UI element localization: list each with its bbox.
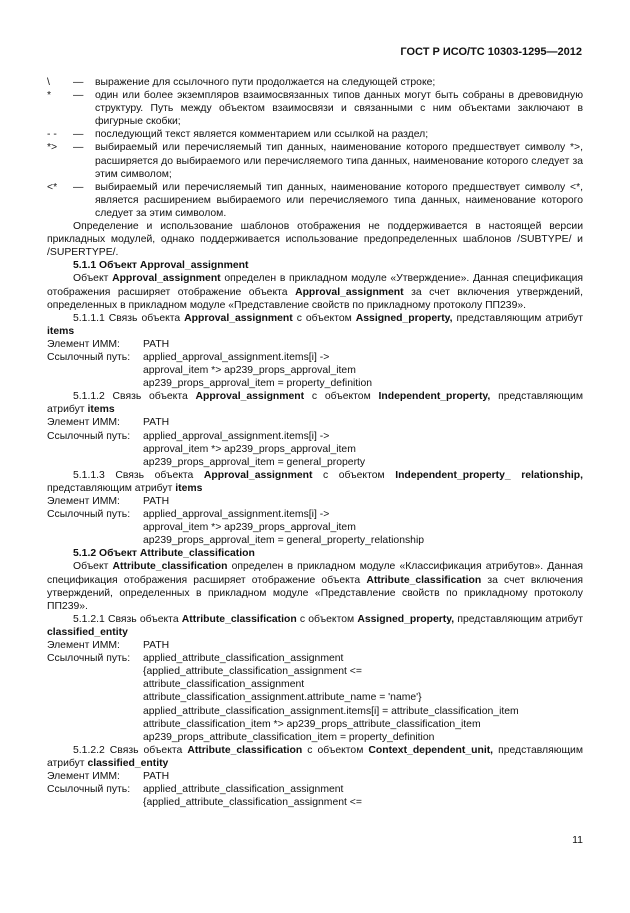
symbol-row xyxy=(47,76,583,89)
path-label: Ссылочный путь: xyxy=(47,351,131,363)
entity-name: Attribute_classification xyxy=(181,613,297,625)
element-row xyxy=(47,770,583,783)
text-run: представляющим атрибут xyxy=(452,312,583,324)
symbol-description: выражение для ссылочного пути продолжается на следующей строке; xyxy=(95,77,436,88)
text-run: 5.1.1.1 Связь объекта xyxy=(73,312,185,324)
path-label: Ссылочный путь: xyxy=(47,653,131,665)
symbol-dash: — xyxy=(73,90,84,102)
path-row xyxy=(47,508,583,521)
path-line: applied_attribute_classification_assignment xyxy=(143,784,344,796)
path-row xyxy=(47,351,583,364)
element-row xyxy=(47,639,583,652)
entity-name: Approval_assignment xyxy=(195,391,305,403)
page-content xyxy=(47,76,583,809)
entity-name: Assigned_property, xyxy=(357,613,455,625)
symbol-row xyxy=(47,89,583,128)
symbol: \ xyxy=(47,77,50,88)
symbol-description: один или более экземпляров взаимосвязанных типов данных могут быть собраны в древовидную структуру. Путь между объектом взаимосвязи и связанными с ним объектами заключают в фигурные скобки; xyxy=(95,90,583,128)
path-label: Ссылочный путь: xyxy=(47,784,131,796)
text-run: с объектом xyxy=(312,469,396,481)
path-line: applied_approval_assignment.items[i] -> xyxy=(143,509,330,521)
symbol-dash: — xyxy=(73,77,84,88)
path-line: ap239_props_approval_item = property_definition xyxy=(143,378,373,390)
path-line: applied_attribute_classification_assignment.items[i] = attribute_classification_item xyxy=(143,705,519,717)
path-line: approval_item *> ap239_props_approval_item xyxy=(143,365,356,377)
text-run: определен в прикладном модуле «Утверждение». Данная спецификация отображения расширяет отображение объекта xyxy=(47,273,583,298)
entity-name: Attribute_classification xyxy=(187,744,303,756)
path-line: applied_approval_assignment.items[i] -> xyxy=(143,351,330,363)
symbol: - - xyxy=(47,129,57,141)
entity-name: Approval_assignment xyxy=(203,469,313,481)
symbol: *> xyxy=(47,142,58,154)
element-label: Элемент ИММ: xyxy=(47,640,120,652)
path-line: approval_item *> ap239_props_approval_item xyxy=(143,443,356,455)
symbol-row xyxy=(47,181,583,220)
entity-name: Context_dependent_unit, xyxy=(368,744,494,756)
path-line: attribute_classification_assignment xyxy=(143,679,305,691)
element-label: Элемент ИММ: xyxy=(47,417,120,429)
symbol-description: последующий текст является комментарием или ссылкой на раздел; xyxy=(95,129,429,141)
page-number: 11 xyxy=(572,834,583,846)
subsection-heading xyxy=(47,312,583,338)
text-run: представляющим атрибут xyxy=(454,613,583,625)
text-run: 5.1.2.1 Связь объекта xyxy=(73,613,182,625)
path-row xyxy=(47,783,583,796)
path-line: approval_item *> ap239_props_approval_item xyxy=(143,522,356,534)
element-label: Элемент ИММ: xyxy=(47,770,120,782)
attribute-name: classified_entity xyxy=(47,626,128,638)
path-line: applied_approval_assignment.items[i] -> xyxy=(143,430,330,442)
symbol-row xyxy=(47,141,583,180)
element-value: PATH xyxy=(143,770,170,782)
section-paragraph xyxy=(47,272,583,311)
text-run: Объект xyxy=(73,273,113,285)
section-heading-text: 5.1.2 Объект Attribute_classification xyxy=(73,548,255,560)
element-value: PATH xyxy=(143,417,170,429)
subsection-heading xyxy=(47,744,583,770)
section-heading-text: 5.1.1 Объект Approval_assignment xyxy=(73,260,249,272)
symbol-dash: — xyxy=(73,181,84,193)
attribute-name: classified_entity xyxy=(87,757,169,769)
symbol-description: выбираемый или перечисляемый тип данных, наименование которого предшествует символу <*, является расширением выбираемого или перечисляемого типа данных, наименование которого следует за этим символом. xyxy=(95,181,583,219)
intro-paragraph: Определение и использование шаблонов отображения не поддерживается в настоящей версии прикладных модулей, однако поддерживается использование предопределенных шаблонов /SUBTYPE/ и /SUPERTYPE/. xyxy=(47,221,583,259)
text-run: представляющим атрибут xyxy=(47,482,176,494)
section-paragraph xyxy=(47,560,583,612)
path-row xyxy=(47,652,583,665)
text-run: 5.1.1.3 Связь объекта xyxy=(73,469,204,481)
entity-name: Approval_assignment xyxy=(112,273,221,285)
element-row xyxy=(47,416,583,429)
path-line: ap239_props_approval_item = general_property xyxy=(143,456,366,468)
text-run: Объект xyxy=(73,561,113,573)
section-heading xyxy=(47,259,583,272)
entity-name: Independent_property, xyxy=(378,391,491,403)
symbol-dash: — xyxy=(73,142,84,154)
text-run: представляющим атрибут xyxy=(47,744,583,769)
text-run: с объектом xyxy=(296,613,358,625)
text-run: представляющим атрибут xyxy=(47,391,583,416)
subsection-heading xyxy=(47,613,583,639)
path-row xyxy=(47,430,583,443)
subsection-heading xyxy=(47,469,583,495)
path-label: Ссылочный путь: xyxy=(47,430,131,442)
attribute-name: items xyxy=(47,325,75,337)
path-line: {applied_attribute_classification_assignment <= xyxy=(143,666,362,678)
symbol-description: выбираемый или перечисляемый тип данных, наименование которого предшествует символу *>, расширяется до выбираемого или перечисляемого типа данных, наименование которого следует за этим символом; xyxy=(95,142,583,180)
entity-name: Attribute_classification xyxy=(366,574,482,586)
symbol: <* xyxy=(47,181,58,193)
path-line: attribute_classification_item *> ap239_props_attribute_classification_item xyxy=(143,718,481,730)
element-label: Элемент ИММ: xyxy=(47,496,120,507)
text-run: с объектом xyxy=(292,312,356,324)
text-run: за счет включения утверждений, определенных в прикладном модуле «Представление свойств по прикладному протоколу ПП239». xyxy=(47,286,583,311)
path-line: ap239_props_attribute_classification_item = property_definition xyxy=(143,731,435,743)
symbol-row xyxy=(47,128,583,141)
element-value: PATH xyxy=(143,640,170,652)
text-run: определен в прикладном модуле «Классификация атрибутов». Данная спецификация отображения расширяет отображение объекта xyxy=(47,561,583,586)
document-header: ГОСТ Р ИСО/ТС 10303-1295—2012 xyxy=(400,46,582,58)
attribute-name: items xyxy=(87,404,115,416)
attribute-name: items xyxy=(175,482,203,494)
subsection-heading xyxy=(47,390,583,416)
text-run: 5.1.2.2 Связь объекта xyxy=(73,744,188,756)
symbol-dash: — xyxy=(73,129,84,141)
element-label: Элемент ИММ: xyxy=(47,338,120,350)
element-row xyxy=(47,495,583,508)
path-line: {applied_attribute_classification_assignment <= xyxy=(143,797,362,809)
element-value: PATH xyxy=(143,496,170,507)
text-run: с объектом xyxy=(304,391,379,403)
entity-name: Approval_assignment xyxy=(295,286,404,298)
text-run: за счет включения утверждений, определенных в прикладном модуле «Представление свойств по прикладному протоколу ПП239». xyxy=(47,574,583,612)
path-line: ap239_props_approval_item = general_property_relationship xyxy=(143,535,425,547)
path-label: Ссылочный путь: xyxy=(47,509,131,521)
element-value: PATH xyxy=(143,338,170,350)
symbol: * xyxy=(47,90,52,102)
element-row xyxy=(47,338,583,351)
text-run: 5.1.1.2 Связь объекта xyxy=(73,391,196,403)
section-heading xyxy=(47,547,583,560)
entity-name: Assigned_property, xyxy=(355,312,453,324)
path-line: attribute_classification_assignment.attribute_name = 'name'} xyxy=(143,692,422,704)
entity-name: Independent_property_ relationship, xyxy=(395,469,583,481)
text-run: с объектом xyxy=(302,744,369,756)
entity-name: Approval_assignment xyxy=(184,312,293,324)
entity-name: Attribute_classification xyxy=(112,561,228,573)
path-line: applied_attribute_classification_assignment xyxy=(143,653,344,665)
